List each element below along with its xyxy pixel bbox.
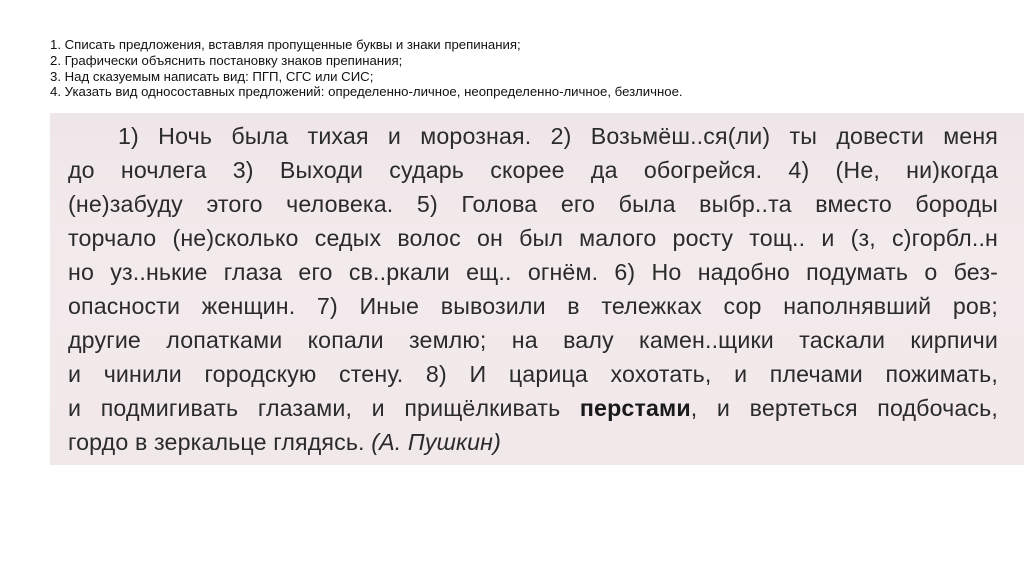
- exercise-row-4: торчало (не)сколько седых волос он был малого росту тощ.. и (з, с)горбл..н: [68, 225, 998, 251]
- instruction-line-4: 4. Указать вид односоставных предложений: определенно-личное, неопределенно-личное, безличное.: [50, 84, 683, 100]
- task-instructions: [50, 37, 1000, 100]
- exercise-row-10-text: гордо в зеркальце глядясь.: [68, 429, 372, 455]
- exercise-row-7: другие лопатками копали землю; на валу камен..щики таскали кирпичи: [68, 327, 998, 353]
- exercise-row-8: и чинили городскую стену. 8) И царица хохотать, и плечами пожимать,: [68, 361, 998, 387]
- instruction-line-1: 1. Списать предложения, вставляя пропущенные буквы и знаки препинания;: [50, 37, 521, 52]
- exercise-row-9: [68, 391, 998, 425]
- exercise-row-6: опасности женщин. 7) Иные вывозили в тележках сор наполнявший ров;: [68, 293, 998, 319]
- scanned-exercise-image: [50, 113, 1024, 465]
- instruction-line-3: 3. Над сказуемым написать вид: ПГП, СГС или СИС;: [50, 68, 374, 84]
- instruction-line-2: 2. Графически объяснить постановку знаков препинания;: [50, 52, 403, 68]
- exercise-row-5: но уз..нькие глаза его св..ркали ещ.. огнём. 6) Но надобно подумать о без-: [68, 259, 998, 285]
- exercise-row-10: [68, 425, 998, 459]
- highlighted-word: перстами: [579, 395, 691, 421]
- exercise-row-3: (не)забуду этого человека. 5) Голова его была выбр..та вместо бороды: [68, 191, 998, 217]
- exercise-row-1: 1) Ночь была тихая и морозная. 2) Возьмёш..ся(ли) ты довести меня: [118, 123, 998, 149]
- exercise-row-9-end: , и вертеться подбочась,: [690, 395, 998, 421]
- exercise-text: [68, 119, 998, 459]
- exercise-row-2: до ночлега 3) Выходи сударь скорее да обогрейся. 4) (Не, ни)когда: [68, 157, 998, 183]
- author-attribution: (А. Пушкин): [371, 429, 501, 455]
- exercise-row-9-start: и подмигивать глазами, и прищёлкивать: [68, 395, 580, 421]
